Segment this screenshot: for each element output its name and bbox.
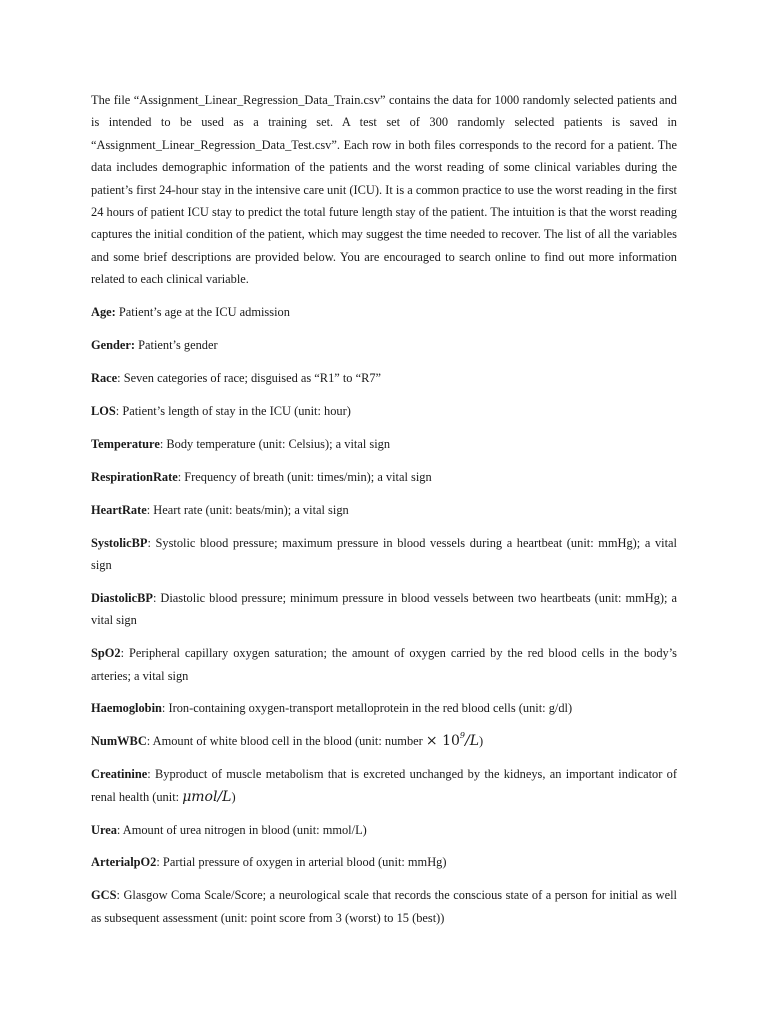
variable-name: Creatinine (91, 767, 148, 782)
variable-creatinine (91, 763, 677, 808)
variable-gender (91, 334, 677, 356)
variable-description: Patient’s age at the ICU admission (115, 305, 290, 320)
variable-name: RespirationRate (91, 469, 178, 484)
variable-spo2 (91, 642, 677, 687)
variable-description: : Frequency of breath (unit: times/min); a vital sign (177, 469, 432, 484)
variable-systolicbp (91, 532, 677, 577)
variable-name: LOS (91, 403, 116, 418)
variable-gcs (91, 884, 677, 929)
variable-age (91, 301, 677, 323)
intro-paragraph: The file “Assignment_Linear_Regression_Data_Train.csv” contains the data for 1000 randomly selected patients and is intended to be used as a training set. A test set of 300 randomly selected patients is saved in “Assignment_Linear_Regression_Data_Test.csv”. Each row in both files corresponds to the record for a patient. The data includes demographic information of the patients and the worst reading of some clinical variables during the patient’s first 24-hour stay in the intensive care unit (ICU). It is a common practice to use the worst reading in the first 24 hours of patient ICU stay to predict the total future length stay of the patient. The intuition is that the worst reading captures the initial condition of the patient, which may suggest the time needed to recover. The list of all the variables and some brief descriptions are provided below. You are encouraged to search online to find out more information related to each clinical variable. (91, 93, 677, 287)
variable-heartrate (91, 499, 677, 521)
variable-name: Gender: (91, 338, 136, 353)
variable-description: : Peripheral capillary oxygen saturation; the amount of oxygen carried by the red blood cells in the body’s arteries; a vital sign (91, 646, 677, 683)
times-symbol: × (425, 733, 443, 750)
document-page (91, 89, 677, 940)
variable-haemoglobin (91, 697, 677, 719)
closing-paren: ) (479, 734, 484, 749)
variable-name: Temperature (91, 436, 160, 451)
variable-diastolicbp (91, 587, 677, 632)
variable-description: : Systolic blood pressure; maximum pressure in blood vessels during a heartbeat (unit: mmHg); a vital sign (91, 535, 677, 572)
unit-formula: μmol/L (182, 788, 232, 805)
variable-name: DiastolicBP (91, 590, 153, 605)
formula-base: 10 (442, 733, 460, 750)
variable-name: Race (91, 370, 118, 385)
variable-name: HeartRate (91, 502, 147, 517)
variable-temperature (91, 433, 677, 455)
variable-name: Age: (91, 305, 116, 320)
closing-paren: ) (231, 789, 236, 804)
variable-respirationrate (91, 466, 677, 488)
variable-name: SystolicBP (91, 535, 148, 550)
variable-description: : Partial pressure of oxygen in arterial blood (unit: mmHg) (156, 855, 447, 870)
variable-description: : Iron-containing oxygen-transport metalloprotein in the red blood cells (unit: g/dl) (161, 701, 573, 716)
variable-description: : Seven categories of race; disguised as “R1” to “R7” (117, 370, 382, 385)
variable-name: GCS (91, 888, 117, 903)
variable-description: Patient’s gender (135, 338, 218, 353)
variable-name: NumWBC (91, 734, 147, 749)
variable-name: ArterialpO2 (91, 855, 157, 870)
formula-exponent: 9 (459, 731, 465, 741)
variable-race (91, 367, 677, 389)
variable-description: : Heart rate (unit: beats/min); a vital sign (146, 502, 349, 517)
variable-description: : Body temperature (unit: Celsius); a vital sign (159, 436, 391, 451)
variable-urea (91, 819, 677, 841)
variable-name: Haemoglobin (91, 701, 162, 716)
variable-los (91, 400, 677, 422)
variable-description: : Diastolic blood pressure; minimum pressure in blood vessels between two heartbeats (unit: mmHg); a vital sign (91, 590, 677, 628)
variable-name: Urea (91, 822, 117, 837)
unit-formula (426, 733, 479, 749)
variable-description: : Amount of white blood cell in the blood (unit: number (146, 734, 426, 749)
variable-arterialpo2 (91, 851, 677, 873)
formula-rest: /L (464, 733, 479, 750)
variable-description: : Patient’s length of stay in the ICU (unit: hour) (115, 403, 351, 418)
variable-description: : Amount of urea nitrogen in blood (unit: mmol/L) (116, 822, 367, 837)
variable-description: : Glasgow Coma Scale/Score; a neurological scale that records the conscious state of a person for initial as well as subsequent assessment (unit: point score from 3 (worst) to 15 (best)) (91, 888, 677, 925)
variable-name: SpO2 (91, 646, 121, 661)
variable-description: : Byproduct of muscle metabolism that is excreted unchanged by the kidneys, an important indicator of renal health (unit: (91, 767, 677, 804)
variable-numwbc (91, 730, 677, 752)
